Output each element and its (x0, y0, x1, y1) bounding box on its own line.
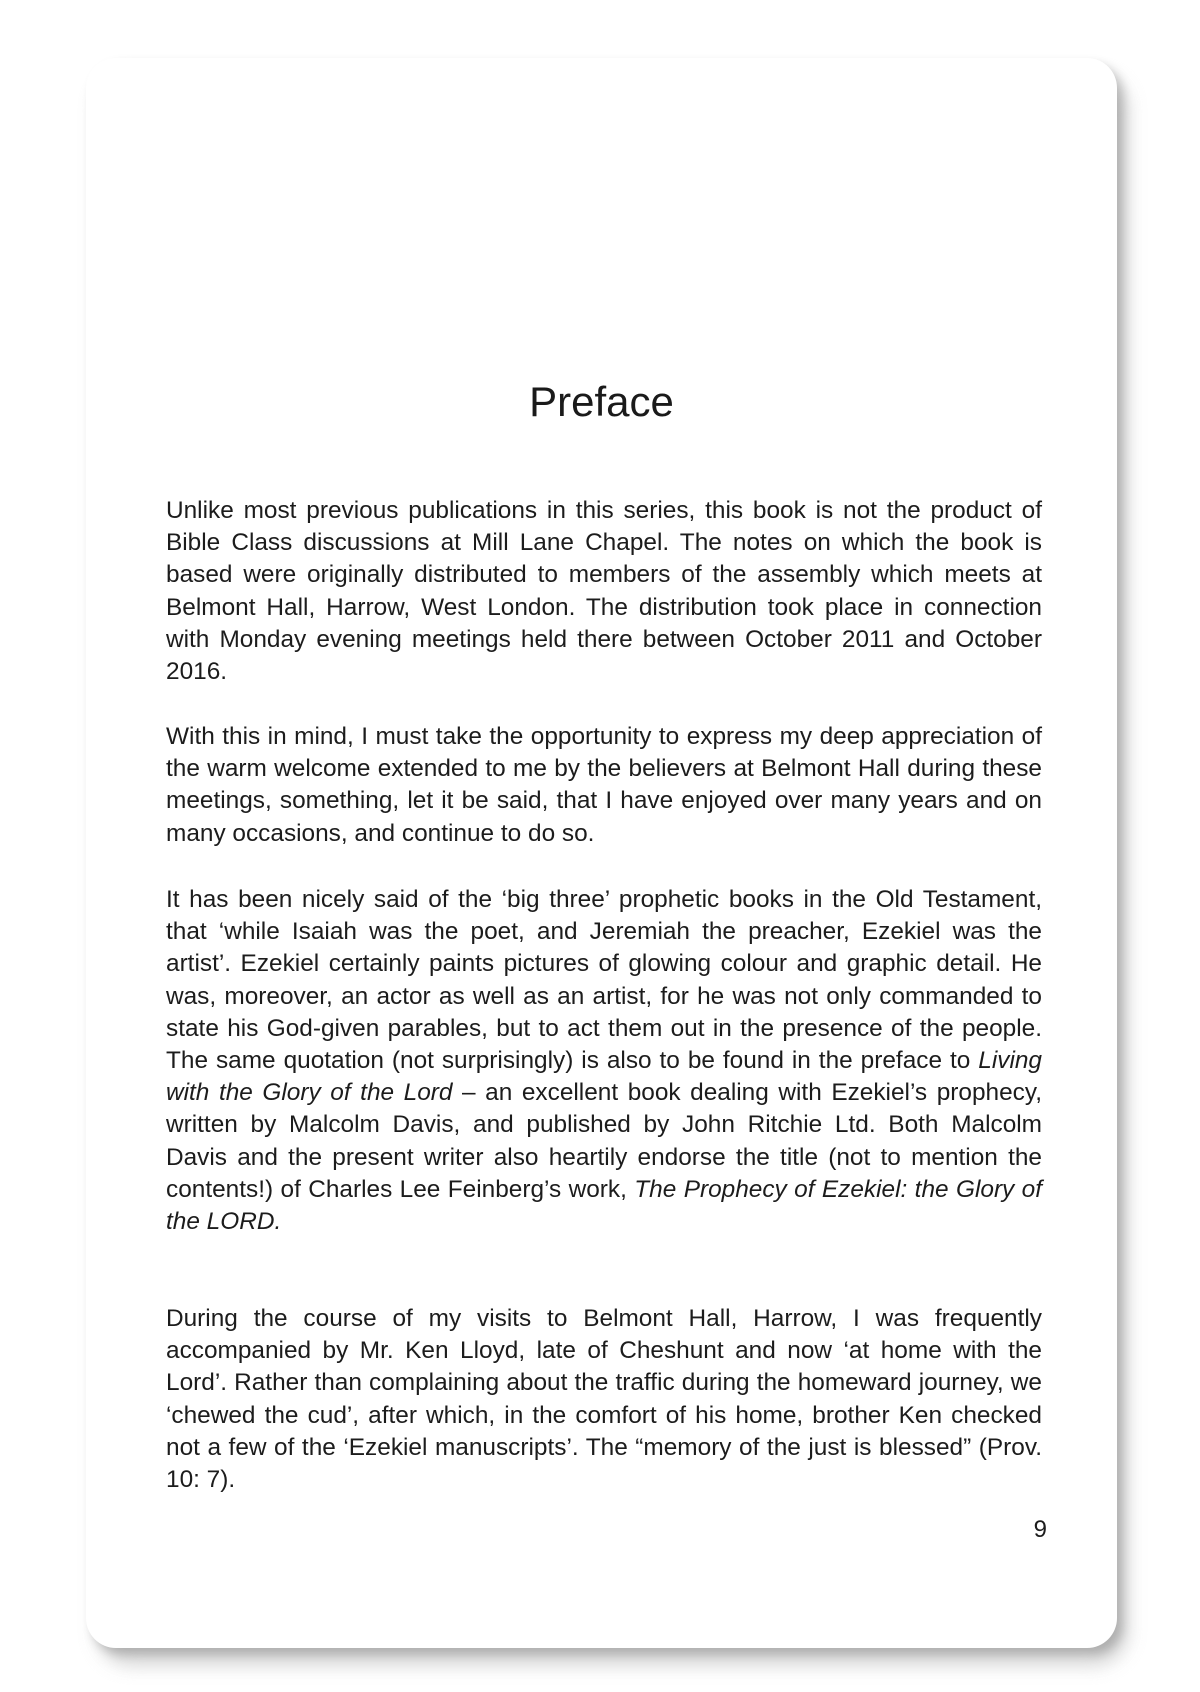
book-title-living-with-glory: Living with the Glory of the Lord (166, 1047, 1042, 1107)
paragraph-3-text-a: It has been nicely said of the ‘big three’ prophetic books in the Old Testament, that ‘while Isaiah was the poet, and Jeremiah the preacher, Ezekiel was the artist’. Ezekiel certainly paints pictures of glowing colour and graphic detail. He was, moreover, an actor as well as an artist, for he was not only commanded to state his God-given parables, but to act them out in the presence of the people. The same quotation (not surprisingly) is also to be found in the preface to (166, 886, 1042, 1075)
book-page (86, 58, 1117, 1648)
paragraph-3-text-b: – an excellent book dealing with Ezekiel’s prophecy, written by Malcolm Davis, and published by John Ritchie Ltd. Both Malcolm Davis and the present writer also heartily endorse the title (not to mention the contents!) of Charles Lee Feinberg’s work, (166, 1079, 1042, 1203)
page-number: 9 (1033, 1516, 1047, 1543)
page-title: Preface (529, 378, 674, 425)
book-title-prophecy-of-ezekiel: The Prophecy of Ezekiel: the Glory of the LORD. (166, 1175, 1042, 1236)
paragraph-4: During the course of my visits to Belmont Hall, Harrow, I was frequently accompanied by Mr. Ken Lloyd, late of Cheshunt and now ‘at home with the Lord’. Rather than complaining about the traffic during the homeward journey, we ‘chewed the cud’, after which, in the comfort of his home, brother Ken checked not a few of the ‘Ezekiel manuscripts’. The “memory of the just is blessed” (Prov. 10: 7). (166, 1305, 1042, 1494)
paragraph-2: With this in mind, I must take the opportunity to express my deep appreciation of the warm welcome extended to me by the believers at Belmont Hall during these meetings, something, let it be said, that I have enjoyed over many years and on many occasions, and continue to do so. (166, 723, 1042, 847)
paragraph-3 (166, 884, 1042, 1238)
paragraph-1: Unlike most previous publications in this series, this book is not the product of Bible Class discussions at Mill Lane Chapel. The notes on which the book is based were originally distributed to members of the assembly which meets at Belmont Hall, Harrow, West London. The distribution took place in connection with Monday evening meetings held there between October 2011 and October 2016. (166, 497, 1042, 686)
